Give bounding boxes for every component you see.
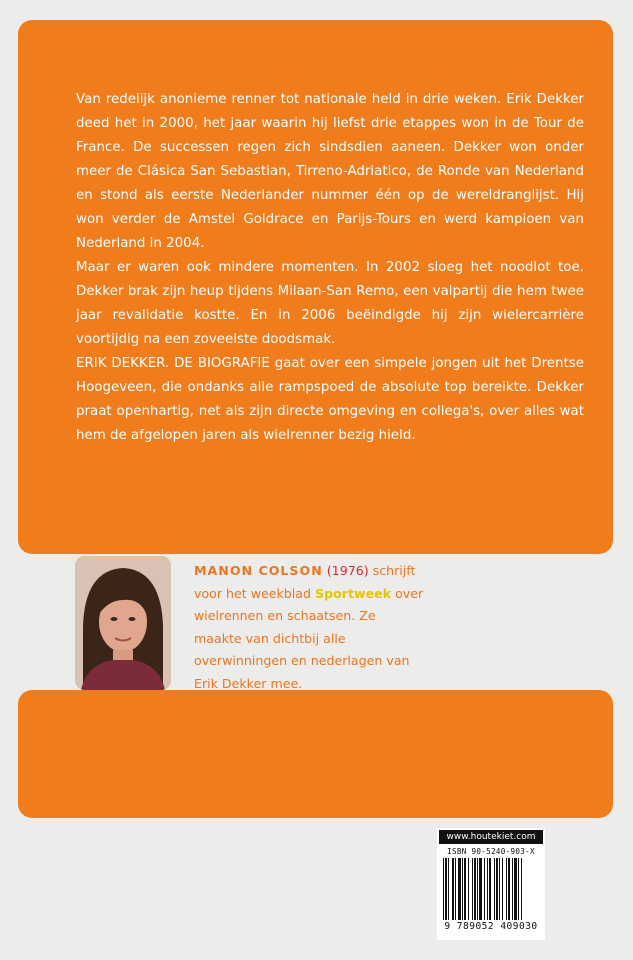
- barcode-bar: [508, 858, 510, 920]
- publisher-url: www.houtekiet.com: [439, 830, 543, 844]
- author-name: MANON COLSON: [194, 563, 323, 578]
- barcode-label: [437, 828, 545, 940]
- barcode-bar: [477, 858, 478, 920]
- barcode-bar: [496, 858, 498, 920]
- barcode-bar: [484, 858, 485, 920]
- barcode-bar: [489, 858, 491, 920]
- barcode-bar: [448, 858, 449, 920]
- barcode-bar: [455, 858, 456, 920]
- back-cover-blurb: [76, 88, 584, 448]
- author-bio: [194, 560, 424, 695]
- bottom-orange-panel: [18, 690, 613, 818]
- barcode-bar: [487, 858, 488, 920]
- blurb-paragraph-2: Maar er waren ook mindere momenten. In 2002 sloeg het noodlot toe. Dekker brak zijn heup tijdens Milaan-San Remo, een valpartij die hem twee jaar revalidatie kostte. En in 2006 beëindigde hij zijn wielercarrière voortijdig na een zoveelste doodsmak.: [76, 260, 584, 347]
- barcode-bar: [443, 858, 444, 920]
- magazine-name: Sportweek: [315, 585, 392, 601]
- barcode-bar: [514, 858, 517, 920]
- isbn-number: ISBN 90-5240-903-X: [447, 847, 535, 856]
- barcode-bar: [468, 858, 469, 920]
- barcode-bar: [445, 858, 447, 920]
- barcode-bar: [479, 858, 482, 920]
- blurb-paragraph-1: Van redelijk anonieme renner tot nationale held in drie weken. Erik Dekker deed het in 2000, het jaar waarin hij liefst drie etappes won in de Tour de France. De successen regen zich sindsdien aaneen. Dekker won onder meer de Clásica San Sebastian, Tirreno-Adriatico, de Ronde van Nederland en stond als eerste Nederlander nummer één op de wereldranglijst. Hij won verder de Amstel Goldrace en Parijs-Tours en werd kampioen van Nederland in 2004.: [76, 92, 584, 251]
- barcode-bar: [464, 858, 466, 920]
- author-bio-text-1: schrijft voor het weekblad: [194, 563, 416, 601]
- barcode-bar: [474, 858, 476, 920]
- barcode-bar: [506, 858, 507, 920]
- barcode-bar: [462, 858, 463, 920]
- author-photo: [75, 556, 171, 690]
- barcode-bar: [518, 858, 519, 920]
- barcode-bar: [502, 858, 503, 920]
- blurb-paragraph-3: ERIK DEKKER. DE BIOGRAFIE gaat over een simpele jongen uit het Drentse Hoogeveen, die ondanks alle rampspoed de absolute top bereikte. Dekker praat openhartig, net als zijn directe omgeving en collega's, over alles wat hem de afgelopen jaren als wielrenner bezig hield.: [76, 356, 584, 443]
- ean-number: 9 789052 409030: [444, 921, 538, 932]
- barcode-bar: [499, 858, 500, 920]
- barcode-bar: [452, 858, 454, 920]
- barcode-bars: [441, 858, 541, 920]
- author-bio-text-2: over wielrennen en schaatsen. Ze maakte van dichtbij alle overwinningen en nederlagen van Erik Dekker mee.: [194, 585, 424, 691]
- barcode-bar: [521, 858, 522, 920]
- author-birth-year: (1976): [326, 563, 369, 578]
- barcode-bar: [512, 858, 513, 920]
- barcode-bar: [472, 858, 473, 920]
- barcode-bar: [494, 858, 495, 920]
- barcode-bar: [458, 858, 461, 920]
